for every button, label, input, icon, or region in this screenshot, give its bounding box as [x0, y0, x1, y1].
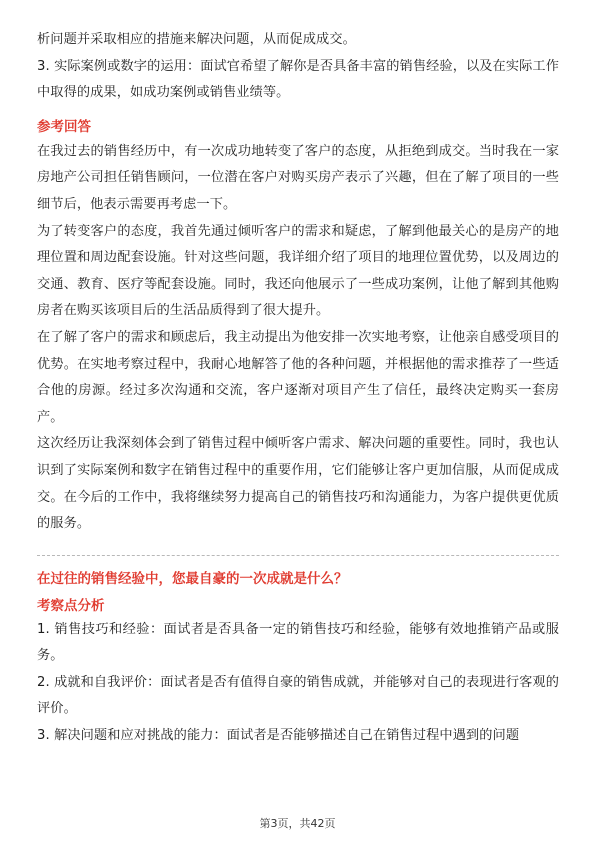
answer-paragraph-2: 为了转变客户的态度，我首先通过倾听客户的需求和疑虑，了解到他最关心的是房产的地理位置和周边配套设施。针对这些问题，我详细介绍了项目的地理位置优势，以及周边的交通、教育、医疗等配套设施。同时，我还向他展示了一些成功案例，让他了解到其他购房者在购买该项目后的生活品质得到了很大提升。 — [37, 223, 559, 319]
reference-answer-heading: 参考回答 — [37, 118, 91, 135]
answer-paragraph-4: 这次经历让我深刻体会到了销售过程中倾听客户需求、解决问题的重要性。同时，我也认识到了实际案例和数字在销售过程中的重要作用，它们能够让客户更加信服，从而促成成交。在今后的工作中，我将继续努力提高自己的销售技巧和沟通能力，为客户提供更优质的服务。 — [37, 436, 559, 532]
document-page — [37, 27, 559, 750]
analysis-item-1: 1. 销售技巧和经验：面试者是否具备一定的销售技巧和经验，能够有效地推销产品或服务。 — [37, 621, 559, 664]
answer-paragraph-3: 在了解了客户的需求和顾虑后，我主动提出为他安排一次实地考察，让他亲自感受项目的优势。在实地考察过程中，我耐心地解答了他的各种问题，并根据他的需求推荐了一些适合他的房源。经过多次沟通和交流，客户逐渐对项目产生了信任，最终决定购买一套房产。 — [37, 329, 559, 425]
analysis-item-3: 3. 解决问题和应对挑战的能力：面试者是否能够描述自己在销售过程中遇到的问题 — [37, 728, 520, 744]
page-number-footer: 第3页，共42页 — [259, 817, 336, 830]
answer-paragraph-1: 在我过去的销售经历中，有一次成功地转变了客户的态度，从拒绝到成交。当时我在一家房地产公司担任销售顾问，一位潜在客户对购买房产表示了兴趣，但在了解了项目的一些细节后，他表示需要再考虑一下。 — [37, 143, 559, 212]
intro-paragraph-1: 析问题并采取相应的措施来解决问题，从而促成成交。 — [37, 32, 356, 47]
analysis-item-2: 2. 成就和自我评价：面试者是否有值得自豪的销售成就，并能够对自己的表现进行客观的评价。 — [37, 674, 559, 717]
intro-paragraph-2: 3. 实际案例或数字的运用：面试官希望了解你是否具备丰富的销售经验，以及在实际工作中取得的成果，如成功案例或销售业绩等。 — [37, 58, 559, 101]
section-divider — [37, 555, 559, 556]
question-heading: 在过往的销售经验中，您最自豪的一次成就是什么？ — [37, 570, 348, 587]
analysis-heading: 考察点分析 — [37, 597, 105, 614]
